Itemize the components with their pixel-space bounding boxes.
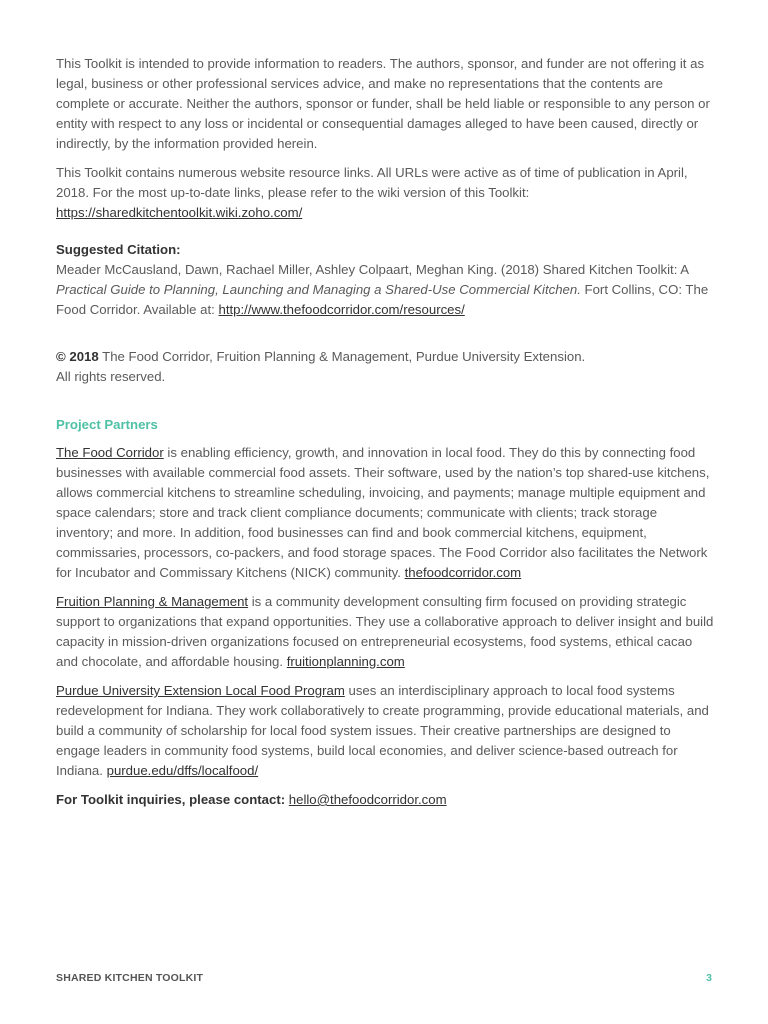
citation-title: Practical Guide to Planning, Launching and Managing a Shared-Use Commercial Kitchen. <box>56 282 581 297</box>
copyright-rights: All rights reserved. <box>56 369 166 384</box>
citation-heading: Suggested Citation: <box>56 242 181 257</box>
partner-description: is enabling efficiency, growth, and innovation in local food. They do this by connecting food businesses with available commercial food assets. Their software, used by the nation’s top shared-use kitchens, allows commercial kitchens to streamline scheduling, invoicing, and payments; manage multiple equipment and space calendars; store and track client compliance documents; communicate with clients; track storage inventory; and more. In addition, food businesses can find and book commercial kitchens, equipment, commissaries, processors, co-packers, and food storage spaces. The Food Corridor also facilitates the Network for Incubator and Commissary Kitchens (NICK) community. <box>56 445 710 580</box>
contact-paragraph <box>56 790 716 810</box>
page-content <box>56 54 716 810</box>
partner-name-link[interactable]: Fruition Planning & Management <box>56 594 249 609</box>
page-number: 3 <box>706 972 712 984</box>
partner-description: is a community development consulting firm focused on providing strategic support to organizations that expand opportunities. They use a collaborative approach to deliver insight and build capacity in mission-driven organizations focused on entrepreneurial ecosystems, food systems, ethical cacao and chocolate, and affordable housing. <box>56 594 714 669</box>
partner-name-link[interactable]: Purdue University Extension Local Food Program <box>56 683 345 698</box>
resources-link[interactable]: http://www.thefoodcorridor.com/resources/ <box>218 302 465 317</box>
urls-note-text: This Toolkit contains numerous website resource links. All URLs were active as of time of publication in April, 2018. For the most up-to-date links, please refer to the wiki version of this Toolkit: <box>56 165 688 200</box>
disclaimer-paragraph: This Toolkit is intended to provide information to readers. The authors, sponsor, and funder are not offering it as legal, business or other professional services advice, and make no representations that the contents are complete or accurate. Neither the authors, sponsor or funder, shall be held liable or responsible to any person or entity with respect to any loss or incidental or consequential damages alleged to have been caused, directly or indirectly, by the information provided herein. <box>56 56 710 151</box>
citation-paragraph <box>56 260 716 320</box>
partner-fruition-planning <box>56 592 716 672</box>
partner-website-link[interactable]: thefoodcorridor.com <box>404 565 522 580</box>
copyright-paragraph <box>56 347 716 387</box>
citation-title-lead: A <box>680 262 689 277</box>
partner-food-corridor <box>56 443 716 583</box>
partner-website-link[interactable]: purdue.edu/dffs/localfood/ <box>106 763 259 778</box>
partner-website-link[interactable]: fruitionplanning.com <box>286 654 405 669</box>
footer-title: SHARED KITCHEN TOOLKIT <box>56 972 204 984</box>
contact-email-link[interactable]: hello@thefoodcorridor.com <box>288 792 447 807</box>
partner-description: uses an interdisciplinary approach to local food systems redevelopment for Indiana. They work collaboratively to create programming, provide educational materials, and build a community of scholarship for local food system issues. Their creative partnerships are designed to engage leaders in community food systems, build local economies, and deliver science-based outreach for Indiana. <box>56 683 709 778</box>
partner-purdue-extension <box>56 681 716 781</box>
partners-heading: Project Partners <box>56 417 158 432</box>
copyright-mark: © 2018 <box>56 349 99 364</box>
citation-authors: Meader McCausland, Dawn, Rachael Miller, Ashley Colpaart, Meghan King. (2018) Shared Kitchen Toolkit: <box>56 262 678 277</box>
wiki-link[interactable]: https://sharedkitchentoolkit.wiki.zoho.com/ <box>56 205 303 220</box>
urls-note-paragraph <box>56 163 716 223</box>
contact-label: For Toolkit inquiries, please contact: <box>56 792 286 807</box>
partner-name-link[interactable]: The Food Corridor <box>56 445 164 460</box>
citation-publisher: Fort Collins, CO: The Food Corridor. Available at: <box>56 282 709 317</box>
copyright-holders: The Food Corridor, Fruition Planning & Management, Purdue University Extension. <box>102 349 586 364</box>
